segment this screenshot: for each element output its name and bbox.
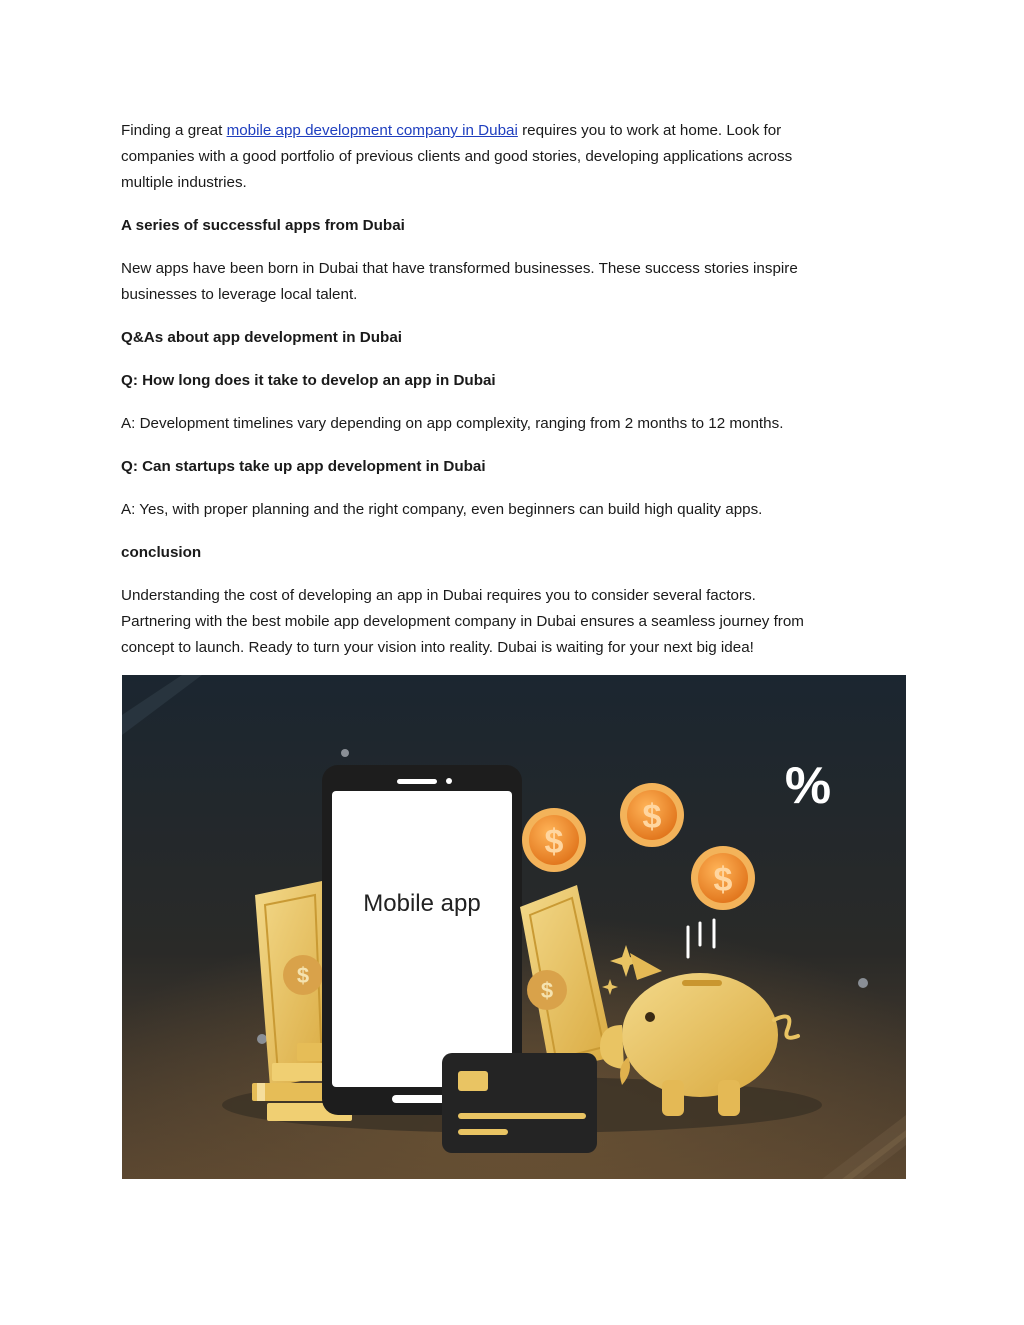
success-line2: businesses to leverage local talent. [121,286,358,303]
qa-heading: Q&As about app development in Dubai [121,329,402,346]
credit-card [442,1053,597,1153]
intro-paragraph [121,118,906,196]
svg-text:$: $ [296,963,310,988]
conclusion-line2: Partnering with the best mobile app development company in Dubai ensures a seamless journey from [121,613,804,630]
conclusion-line3: concept to launch. Ready to turn your vision into reality. Dubai is waiting for your next big idea! [121,639,754,656]
answer-2: A: Yes, with proper planning and the right company, even beginners can build high quality apps. [121,501,763,518]
question-1: Q: How long does it take to develop an app in Dubai [121,372,496,389]
conclusion-heading: conclusion [121,544,202,561]
dot-decor [341,749,349,757]
phone-label: Mobile app [363,890,481,917]
phone-screen [332,791,512,1087]
dollar-icon: $ [544,823,564,861]
answer-1: A: Development timelines vary depending on app complexity, ranging from 2 months to 12 months. [121,415,784,432]
conclusion-paragraph [121,583,906,661]
percent-icon: % [784,757,832,815]
question-2: Q: Can startups take up app development in Dubai [121,458,486,475]
intro-line3: multiple industries. [121,174,247,191]
dollar-icon: $ [642,798,662,836]
piggy-eye [645,1012,655,1022]
piggy-slot [682,980,722,986]
coin-2 [620,783,684,847]
mobile-app-illustration [122,675,906,1179]
card-chip [458,1071,488,1091]
illustration-svg [122,675,906,1179]
dot-decor [858,978,868,988]
conclusion-line1: Understanding the cost of developing an app in Dubai requires you to consider several factors. [121,587,756,604]
phone-speaker [397,779,437,784]
coin-3 [691,846,755,910]
success-paragraph [121,256,906,308]
phone-camera [446,778,452,784]
dollar-icon: $ [713,861,733,899]
svg-text:$: $ [540,978,554,1003]
success-line1: New apps have been born in Dubai that have transformed businesses. These success stories inspire [121,260,798,277]
intro-line1-rest: requires you to work at home. Look for [522,122,782,139]
piggy-leg [662,1080,684,1116]
coin-1 [522,808,586,872]
document-body [121,118,906,661]
intro-prefix: Finding a great [121,122,223,139]
intro-line2: companies with a good portfolio of previous clients and good stories, developing applications across [121,148,793,165]
piggy-leg [718,1080,740,1116]
success-heading: A series of successful apps from Dubai [121,217,405,234]
dot-decor [257,1034,267,1044]
company-link[interactable]: mobile app development company in Dubai [226,122,518,139]
